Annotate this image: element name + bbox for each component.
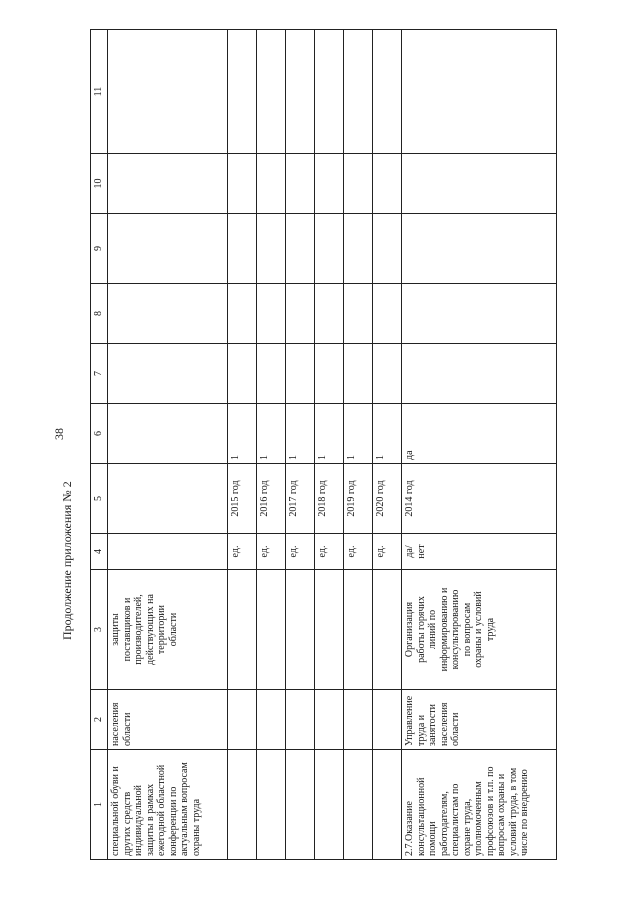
cell: [108, 464, 228, 534]
col-header-2: 2: [91, 690, 108, 750]
cell: [228, 344, 257, 404]
cell: [315, 570, 344, 690]
cell: [228, 214, 257, 284]
cell: [108, 30, 228, 154]
table-row: [257, 30, 286, 860]
table-row: [344, 30, 373, 860]
cell: [344, 690, 373, 750]
cell-value: 1: [228, 404, 257, 464]
cell-unit: ед.: [228, 534, 257, 570]
cell: [257, 344, 286, 404]
cell: [108, 344, 228, 404]
cell: [402, 284, 557, 344]
executor-text: Управление труда и занятости населения области: [404, 695, 461, 746]
cell: [108, 404, 228, 464]
col-header-8: 8: [91, 284, 108, 344]
cell: [257, 30, 286, 154]
col-header-6: 6: [91, 404, 108, 464]
page-number: 38: [52, 428, 66, 440]
col-header-1: 1: [91, 750, 108, 860]
col-header-4: 4: [91, 534, 108, 570]
cell: [228, 154, 257, 214]
cell-value: 1: [344, 404, 373, 464]
cell: [108, 154, 228, 214]
cell-unit: ед.: [344, 534, 373, 570]
cell: [373, 570, 402, 690]
cell: [257, 750, 286, 860]
measure-text: специальной обуви и других средств индивидуальной защиты в рамках ежегодной областной конференции по актуальным вопросам охраны труда: [110, 762, 202, 856]
cell-year: 2020 год: [373, 464, 402, 534]
cell: [373, 154, 402, 214]
col-header-7: 7: [91, 344, 108, 404]
cell: [315, 30, 344, 154]
cell-unit: ед.: [315, 534, 344, 570]
cell-value: 1: [286, 404, 315, 464]
header-row: [91, 30, 108, 860]
indicator-text: Организация работы горячих линий по информированию и консультированию по вопросам охраны и условий труда: [404, 587, 496, 672]
cell: [315, 154, 344, 214]
cell: [315, 690, 344, 750]
cell: [344, 214, 373, 284]
rotated-table-wrapper: [90, 30, 570, 860]
cell: [373, 30, 402, 154]
appendix-note: Продолжение приложения № 2: [60, 481, 74, 640]
cell: [373, 214, 402, 284]
cell-measure: [402, 750, 557, 860]
cell: [286, 214, 315, 284]
table-row: [228, 30, 257, 860]
cell-unit: ед.: [373, 534, 402, 570]
cell-year: 2018 год: [315, 464, 344, 534]
table-row: [373, 30, 402, 860]
col-header-11: 11: [91, 30, 108, 154]
cell: [228, 284, 257, 344]
col-header-10: 10: [91, 154, 108, 214]
cell: [108, 284, 228, 344]
col-header-5: 5: [91, 464, 108, 534]
cell: [286, 154, 315, 214]
indicator-text: защиты поставщиков и производителей, действующих на территории области: [110, 594, 179, 665]
executor-text: населения области: [110, 702, 133, 746]
cell: [286, 750, 315, 860]
cell: [402, 344, 557, 404]
cell-unit: [402, 534, 557, 570]
cell-year: 2016 год: [257, 464, 286, 534]
cell: [257, 154, 286, 214]
cell: [402, 154, 557, 214]
table-row: [402, 30, 557, 860]
cell: [373, 344, 402, 404]
unit-text: да/ нет: [404, 544, 427, 559]
plan-table: [90, 29, 557, 860]
cell-year: 2014 год: [402, 464, 557, 534]
cell: [257, 284, 286, 344]
cell: [373, 690, 402, 750]
table-row: [108, 30, 228, 860]
cell-unit: ед.: [286, 534, 315, 570]
cell: [344, 284, 373, 344]
cell-year: 2017 год: [286, 464, 315, 534]
cell-indicator: [108, 570, 228, 690]
cell-measure: [108, 750, 228, 860]
cell-unit: ед.: [257, 534, 286, 570]
cell: [228, 750, 257, 860]
cell-value: да: [402, 404, 557, 464]
cell: [402, 30, 557, 154]
cell: [286, 284, 315, 344]
cell: [228, 570, 257, 690]
cell-executor: [108, 690, 228, 750]
table-row: [315, 30, 344, 860]
cell: [344, 570, 373, 690]
cell-indicator: [402, 570, 557, 690]
cell: [257, 690, 286, 750]
cell: [344, 30, 373, 154]
cell: [402, 214, 557, 284]
cell: [315, 344, 344, 404]
cell: [228, 30, 257, 154]
cell-value: 1: [373, 404, 402, 464]
cell: [286, 30, 315, 154]
cell: [344, 154, 373, 214]
cell: [344, 750, 373, 860]
cell: [286, 344, 315, 404]
cell: [257, 214, 286, 284]
measure-text: 2.7.Оказание консультационной помощи работодателям, специалистам по охране труда, уполномоченным профсоюзов и т.п. по вопросам охраны и условий труда, в том числе по внедрению: [404, 766, 530, 856]
cell: [373, 750, 402, 860]
cell: [108, 534, 228, 570]
cell: [286, 570, 315, 690]
cell: [108, 214, 228, 284]
cell: [373, 284, 402, 344]
col-header-3: 3: [91, 570, 108, 690]
col-header-9: 9: [91, 214, 108, 284]
cell: [228, 690, 257, 750]
cell-value: 1: [257, 404, 286, 464]
table-row: [286, 30, 315, 860]
cell-executor: [402, 690, 557, 750]
cell-year: 2015 год: [228, 464, 257, 534]
cell: [315, 750, 344, 860]
cell: [257, 570, 286, 690]
cell-year: 2019 год: [344, 464, 373, 534]
cell: [315, 214, 344, 284]
cell: [315, 284, 344, 344]
cell: [344, 344, 373, 404]
cell-value: 1: [315, 404, 344, 464]
cell: [286, 690, 315, 750]
